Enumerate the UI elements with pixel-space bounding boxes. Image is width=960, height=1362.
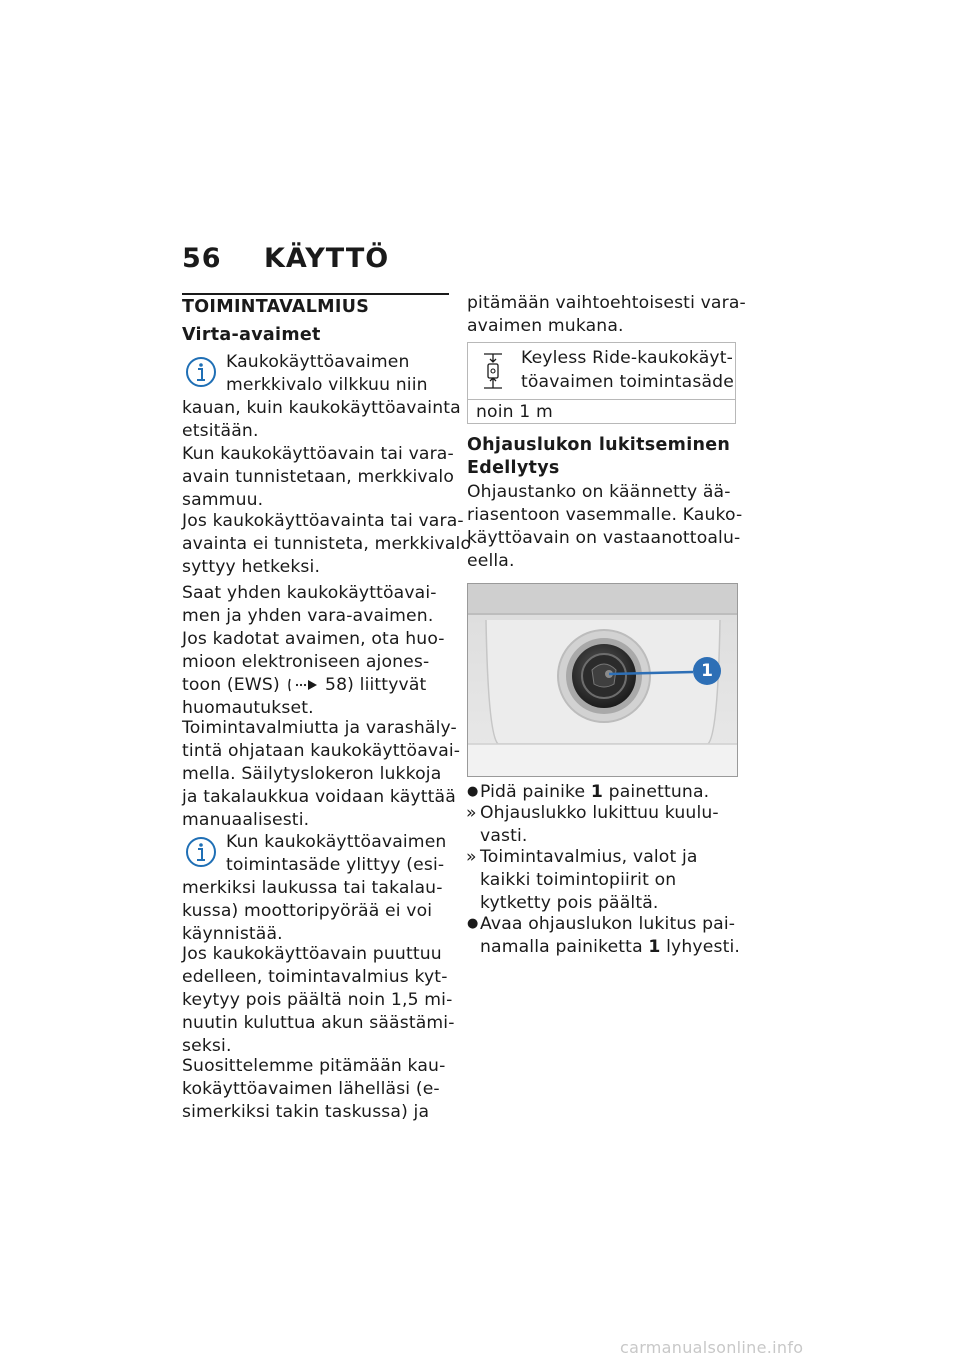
- para2-line: Jos kaukokäyttöavainta tai vara-: [182, 511, 464, 531]
- subsection-title: Edellytys: [467, 458, 560, 478]
- para3-line: Jos kadotat avaimen, ota huo-: [182, 629, 445, 649]
- section-title: Ohjauslukon lukitseminen: [467, 435, 731, 455]
- result1-line: vasti.: [480, 826, 528, 846]
- para1-line: sammuu.: [182, 490, 264, 510]
- step1-pre: Pidä painike: [480, 782, 586, 802]
- chapter-title: KÄYTTÖ: [264, 243, 390, 274]
- step2-line: Avaa ohjauslukon lukitus pai-: [480, 914, 736, 934]
- step-bullet-icon: ●: [467, 916, 479, 931]
- note1-line: Kaukokäyttöavaimen: [226, 352, 410, 372]
- para5-line: Jos kaukokäyttöavain puuttuu: [182, 944, 442, 964]
- para4-line: ja takalaukkua voidaan käyttää: [182, 787, 456, 807]
- para5-line: keytyy pois päältä noin 1,5 mi-: [182, 990, 453, 1010]
- page-reference-arrow-icon: [288, 677, 324, 693]
- para1-line: Kun kaukokäyttöavain tai vara-: [182, 444, 454, 464]
- para1-line: avain tunnistetaan, merkkivalo: [182, 467, 455, 487]
- table-header-line: töavaimen toimintasäde: [521, 372, 734, 392]
- info-icon: [185, 836, 217, 868]
- para6-line: kokäyttöavaimen lähelläsi (e-: [182, 1079, 440, 1099]
- step1-text: [480, 781, 709, 803]
- range-table: [467, 342, 736, 424]
- para6-line: simerkiksi takin taskussa) ja: [182, 1102, 430, 1122]
- para2-line: syttyy hetkeksi.: [182, 557, 321, 577]
- step1-post: painettuna.: [608, 782, 710, 802]
- para3-line: men ja yhden vara-avaimen.: [182, 606, 434, 626]
- para6-line: Suosittelemme pitämään kau-: [182, 1056, 446, 1076]
- result2-line: kaikki toimintopiirit on: [480, 870, 677, 890]
- table-value: noin 1 m: [476, 402, 553, 422]
- key-range-icon: [482, 352, 504, 390]
- watermark: carmanualsonline.info: [620, 1338, 804, 1357]
- para4-line: manuaalisesti.: [182, 810, 310, 830]
- note2-line: Kun kaukokäyttöavaimen: [226, 832, 447, 852]
- para5-line: seksi.: [182, 1036, 232, 1056]
- para3-line: mioon elektroniseen ajones-: [182, 652, 430, 672]
- prereq-line: käyttöavain on vastaanottoalu-: [467, 528, 741, 548]
- section-title: TOIMINTAVALMIUS: [182, 297, 370, 317]
- prereq-line: eella.: [467, 551, 515, 571]
- note2-line: toimintasäde ylittyy (esi-: [226, 855, 445, 875]
- note1-line: kauan, kuin kaukokäyttöavainta: [182, 398, 461, 418]
- para-cont-line: pitämään vaihtoehtoisesti vara-: [467, 293, 746, 313]
- table-divider: [468, 399, 735, 400]
- result2-line: kytketty pois päältä.: [480, 893, 659, 913]
- step2-post: lyhyesti.: [666, 937, 740, 957]
- table-header-line: Keyless Ride-kaukokäyt-: [521, 348, 733, 368]
- para-cont-line: avaimen mukana.: [467, 316, 624, 336]
- note2-line: käynnistää.: [182, 924, 283, 944]
- callout-number: 1: [701, 661, 713, 681]
- para3-line: Saat yhden kaukokäyttöavai-: [182, 583, 437, 603]
- step2-button-ref: 1: [648, 937, 661, 957]
- para5-line: nuutin kuluttua akun säästämi-: [182, 1013, 455, 1033]
- prereq-line: riasentoon vasemmalle. Kauko-: [467, 505, 743, 525]
- info-icon: [185, 356, 217, 388]
- step1-button-ref: 1: [590, 782, 604, 802]
- result-mark-icon: »: [466, 847, 477, 867]
- note1-line: etsitään.: [182, 421, 259, 441]
- note1-line: merkkivalo vilkkuu niin: [226, 375, 428, 395]
- steering-lock-photo: [467, 583, 738, 777]
- result1-line: Ohjauslukko lukittuu kuulu-: [480, 803, 719, 823]
- step-bullet-icon: ●: [467, 784, 479, 799]
- para4-line: mella. Säilytyslokeron lukkoja: [182, 764, 442, 784]
- result2-line: Toimintavalmius, valot ja: [480, 847, 698, 867]
- para4-line: tintä ohjataan kaukokäyttöavai-: [182, 741, 461, 761]
- result-mark-icon: »: [466, 803, 477, 823]
- page-reference[interactable]: 58) liittyvät: [325, 675, 427, 695]
- subsection-title: Virta-avaimet: [182, 325, 321, 345]
- para2-line: avainta ei tunnisteta, merkkivalo: [182, 534, 472, 554]
- note2-line: kussa) moottoripyörää ei voi: [182, 901, 433, 921]
- prereq-line: Ohjaustanko on käännetty ää-: [467, 482, 731, 502]
- step2-line: [480, 936, 740, 958]
- para3-line: huomautukset.: [182, 698, 314, 718]
- section-rule: [182, 293, 449, 295]
- note2-line: merkiksi laukussa tai takalau-: [182, 878, 443, 898]
- para3-line: toon (EWS): [182, 675, 280, 695]
- para4-line: Toimintavalmiutta ja varashäly-: [182, 718, 457, 738]
- step2-pre: namalla painiketta: [480, 937, 643, 957]
- para5-line: edelleen, toimintavalmius kyt-: [182, 967, 448, 987]
- page-number: 56: [182, 243, 222, 274]
